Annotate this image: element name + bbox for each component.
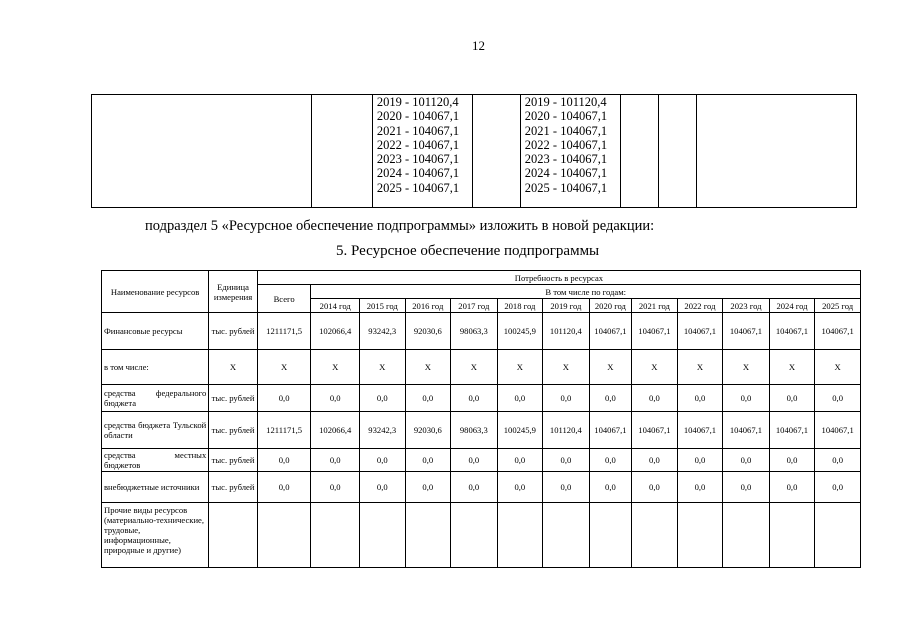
year-value-cell: 98063,3 bbox=[451, 412, 498, 449]
year-value-cell: 0,0 bbox=[723, 385, 770, 412]
header-year-cell: 2025 год bbox=[815, 299, 861, 313]
top-cell-6 bbox=[621, 95, 658, 208]
year-value-cell bbox=[723, 503, 770, 568]
year-value-cell: 104067,1 bbox=[815, 412, 861, 449]
year-value-cell: 0,0 bbox=[589, 472, 631, 503]
top-cell-1 bbox=[92, 95, 312, 208]
table-row bbox=[102, 472, 861, 503]
header-year-cell: 2023 год bbox=[723, 299, 770, 313]
header-year-cell: 2015 год bbox=[360, 299, 406, 313]
resource-name-cell: Финансовые ресурсы bbox=[102, 313, 209, 350]
year-value-cell: 0,0 bbox=[589, 385, 631, 412]
year-value-cell: 0,0 bbox=[723, 472, 770, 503]
header-year-cell: 2016 год bbox=[405, 299, 451, 313]
year-value-cell: Х bbox=[497, 350, 543, 385]
year-value-cell: 0,0 bbox=[451, 449, 498, 472]
unit-cell: тыс. рублей bbox=[209, 385, 258, 412]
years-right-item: 2024 - 104067,1 bbox=[524, 166, 608, 181]
year-value-cell: 104067,1 bbox=[769, 412, 815, 449]
year-value-cell: Х bbox=[451, 350, 498, 385]
years-list-right bbox=[521, 95, 621, 195]
year-value-cell: 0,0 bbox=[677, 449, 723, 472]
page-number: 12 bbox=[472, 38, 485, 53]
year-value-cell: 0,0 bbox=[543, 472, 590, 503]
top-cell-years-right bbox=[520, 95, 621, 208]
years-right-item: 2023 - 104067,1 bbox=[524, 152, 608, 167]
total-cell: 0,0 bbox=[257, 449, 311, 472]
year-value-cell: 102066,4 bbox=[311, 412, 360, 449]
year-value-cell bbox=[589, 503, 631, 568]
top-cell-7 bbox=[658, 95, 696, 208]
years-left-item: 2023 - 104067,1 bbox=[376, 152, 460, 167]
year-value-cell bbox=[769, 503, 815, 568]
year-value-cell: 104067,1 bbox=[677, 412, 723, 449]
years-right-item: 2019 - 101120,4 bbox=[524, 95, 607, 109]
section-title: 5. Ресурсное обеспечение подпрограммы bbox=[336, 243, 600, 259]
year-value-cell bbox=[632, 503, 678, 568]
years-left-item: 2021 - 104067,1 bbox=[376, 123, 460, 138]
year-value-cell: 0,0 bbox=[769, 449, 815, 472]
year-value-cell: 92030,6 bbox=[405, 313, 451, 350]
year-value-cell: 100245,9 bbox=[497, 313, 543, 350]
year-value-cell bbox=[677, 503, 723, 568]
year-value-cell: 102066,4 bbox=[311, 313, 360, 350]
year-value-cell: 0,0 bbox=[311, 385, 360, 412]
year-value-cell: 104067,1 bbox=[589, 313, 631, 350]
year-value-cell: Х bbox=[723, 350, 770, 385]
continuation-table bbox=[91, 94, 857, 208]
table-row bbox=[102, 385, 861, 412]
year-value-cell bbox=[405, 503, 451, 568]
year-value-cell: 98063,3 bbox=[451, 313, 498, 350]
years-list-left bbox=[373, 95, 473, 195]
header-year-cell: 2021 год bbox=[632, 299, 678, 313]
total-cell: 0,0 bbox=[257, 472, 311, 503]
year-value-cell: 104067,1 bbox=[589, 412, 631, 449]
resource-name-cell: средства бюджета Тульской области bbox=[102, 412, 209, 449]
year-value-cell: 0,0 bbox=[632, 472, 678, 503]
year-value-cell: Х bbox=[543, 350, 590, 385]
header-by-years: В том числе по годам: bbox=[311, 285, 861, 299]
year-value-cell: 0,0 bbox=[451, 385, 498, 412]
intro-text: подраздел 5 «Ресурсное обеспечение подпрограммы» изложить в новой редакции: bbox=[145, 218, 655, 234]
year-value-cell: 0,0 bbox=[769, 472, 815, 503]
year-value-cell bbox=[543, 503, 590, 568]
year-value-cell: 104067,1 bbox=[632, 313, 678, 350]
year-value-cell: 104067,1 bbox=[723, 412, 770, 449]
header-year-cell: 2024 год bbox=[769, 299, 815, 313]
top-cell-8 bbox=[696, 95, 856, 208]
year-value-cell: 104067,1 bbox=[769, 313, 815, 350]
year-value-cell: 0,0 bbox=[677, 472, 723, 503]
total-cell: 1211171,5 bbox=[257, 313, 311, 350]
year-value-cell bbox=[311, 503, 360, 568]
resource-table-body bbox=[102, 313, 861, 568]
year-value-cell: 0,0 bbox=[360, 472, 406, 503]
year-value-cell: 104067,1 bbox=[815, 313, 861, 350]
year-value-cell: 0,0 bbox=[405, 449, 451, 472]
year-value-cell: 0,0 bbox=[497, 385, 543, 412]
years-right-item: 2022 - 104067,1 bbox=[524, 137, 608, 152]
header-year-cell: 2014 год bbox=[311, 299, 360, 313]
total-cell: 0,0 bbox=[257, 385, 311, 412]
year-value-cell bbox=[360, 503, 406, 568]
unit-cell: тыс. рублей bbox=[209, 472, 258, 503]
top-cell-years-left bbox=[372, 95, 473, 208]
unit-cell: тыс. рублей bbox=[209, 412, 258, 449]
year-value-cell: 0,0 bbox=[815, 472, 861, 503]
unit-cell bbox=[209, 503, 258, 568]
header-year-cell: 2019 год bbox=[543, 299, 590, 313]
year-value-cell: 101120,4 bbox=[543, 313, 590, 350]
year-value-cell: 0,0 bbox=[543, 385, 590, 412]
resource-name-cell: внебюджетные источники bbox=[102, 472, 209, 503]
resource-name-cell: Прочие виды ресурсов (материально-технические, трудовые, информационные, природные и другие) bbox=[102, 503, 209, 568]
resource-table bbox=[101, 270, 861, 568]
year-value-cell: 0,0 bbox=[311, 472, 360, 503]
years-left-item: 2025 - 104067,1 bbox=[376, 180, 460, 195]
year-value-cell: 0,0 bbox=[497, 472, 543, 503]
header-need: Потребность в ресурсах bbox=[257, 271, 860, 285]
years-right-item: 2025 - 104067,1 bbox=[524, 180, 608, 195]
top-cell-4 bbox=[473, 95, 520, 208]
year-value-cell: 104067,1 bbox=[723, 313, 770, 350]
total-cell bbox=[257, 503, 311, 568]
total-cell: Х bbox=[257, 350, 311, 385]
year-value-cell: 0,0 bbox=[405, 385, 451, 412]
year-value-cell: 0,0 bbox=[769, 385, 815, 412]
year-value-cell: Х bbox=[360, 350, 406, 385]
year-value-cell: 101120,4 bbox=[543, 412, 590, 449]
year-value-cell: Х bbox=[769, 350, 815, 385]
year-value-cell: 0,0 bbox=[589, 449, 631, 472]
year-value-cell: 0,0 bbox=[311, 449, 360, 472]
table-row bbox=[102, 313, 861, 350]
year-value-cell: 93242,3 bbox=[360, 412, 406, 449]
years-right-item: 2021 - 104067,1 bbox=[524, 123, 608, 138]
year-value-cell: Х bbox=[815, 350, 861, 385]
year-value-cell: 0,0 bbox=[360, 385, 406, 412]
year-value-cell: Х bbox=[589, 350, 631, 385]
header-year-cell: 2020 год bbox=[589, 299, 631, 313]
table-row bbox=[102, 350, 861, 385]
year-value-cell: Х bbox=[311, 350, 360, 385]
year-value-cell: 0,0 bbox=[360, 449, 406, 472]
resource-name-cell: средства местных бюджетов bbox=[102, 449, 209, 472]
year-value-cell: 0,0 bbox=[497, 449, 543, 472]
year-value-cell: 0,0 bbox=[632, 385, 678, 412]
resource-name-cell: в том числе: bbox=[102, 350, 209, 385]
year-value-cell bbox=[497, 503, 543, 568]
total-cell: 1211171,5 bbox=[257, 412, 311, 449]
header-year-cell: 2018 год bbox=[497, 299, 543, 313]
year-value-cell: 104067,1 bbox=[632, 412, 678, 449]
year-value-cell: 104067,1 bbox=[677, 313, 723, 350]
year-value-cell: 0,0 bbox=[632, 449, 678, 472]
header-year-cell: 2017 год bbox=[451, 299, 498, 313]
year-value-cell: Х bbox=[677, 350, 723, 385]
table-row bbox=[102, 412, 861, 449]
header-year-cell: 2022 год bbox=[677, 299, 723, 313]
year-value-cell: 93242,3 bbox=[360, 313, 406, 350]
unit-cell: тыс. рублей bbox=[209, 449, 258, 472]
year-value-cell bbox=[451, 503, 498, 568]
year-value-cell: 0,0 bbox=[543, 449, 590, 472]
top-cell-2 bbox=[312, 95, 372, 208]
year-value-cell: 0,0 bbox=[451, 472, 498, 503]
year-value-cell: Х bbox=[405, 350, 451, 385]
years-left-item: 2020 - 104067,1 bbox=[376, 109, 460, 124]
years-left-item: 2019 - 101120,4 bbox=[376, 95, 459, 109]
resource-name-cell: средства федерального бюджета bbox=[102, 385, 209, 412]
header-resource-name: Наименование ресурсов bbox=[102, 271, 209, 313]
year-value-cell: 0,0 bbox=[405, 472, 451, 503]
table-row bbox=[102, 503, 861, 568]
years-left-item: 2024 - 104067,1 bbox=[376, 166, 460, 181]
year-value-cell: 0,0 bbox=[815, 385, 861, 412]
year-value-cell: Х bbox=[632, 350, 678, 385]
unit-cell: Х bbox=[209, 350, 258, 385]
unit-cell: тыс. рублей bbox=[209, 313, 258, 350]
year-value-cell: 100245,9 bbox=[497, 412, 543, 449]
year-value-cell: 0,0 bbox=[677, 385, 723, 412]
year-value-cell bbox=[815, 503, 861, 568]
year-value-cell: 0,0 bbox=[815, 449, 861, 472]
year-value-cell: 92030,6 bbox=[405, 412, 451, 449]
table-row bbox=[102, 449, 861, 472]
header-total: Всего bbox=[257, 285, 311, 313]
header-unit: Единица измерения bbox=[209, 271, 258, 313]
years-left-item: 2022 - 104067,1 bbox=[376, 137, 460, 152]
year-value-cell: 0,0 bbox=[723, 449, 770, 472]
years-right-item: 2020 - 104067,1 bbox=[524, 109, 608, 124]
